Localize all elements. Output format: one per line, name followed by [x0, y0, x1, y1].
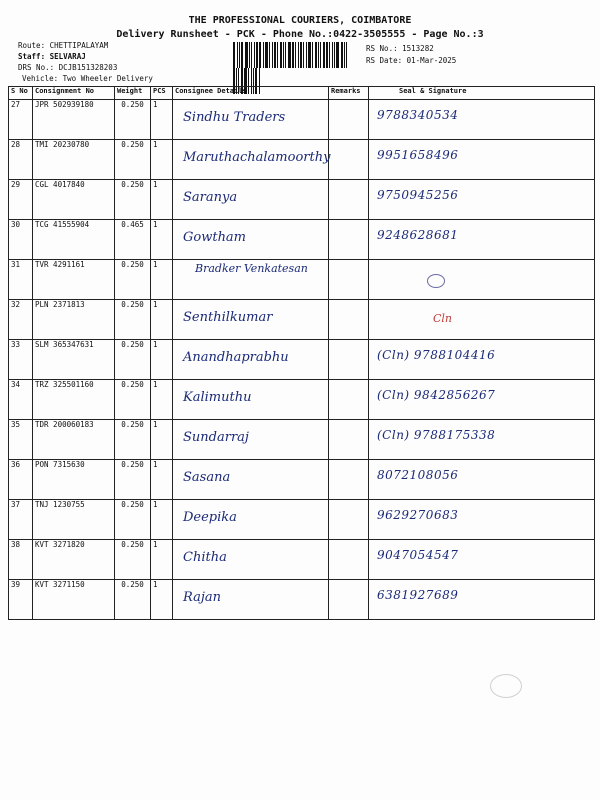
weight: 0.250 [115, 100, 151, 140]
barcode-bar [265, 42, 268, 68]
table-row [9, 540, 595, 580]
seal-signature-cell [369, 380, 595, 420]
consignee-name: Deepika [183, 510, 237, 525]
pieces: 1 [151, 420, 173, 460]
col-consignment: Consignment No [33, 87, 115, 100]
seal-signature-cell [369, 420, 595, 460]
barcode-bar [332, 42, 333, 68]
signature-phone: 9629270683 [377, 508, 459, 522]
weight: 0.250 [115, 420, 151, 460]
consignment-number: PON 7315630 [33, 460, 115, 500]
consignment-number: TCG 41555904 [33, 220, 115, 260]
barcode-bar [312, 42, 313, 68]
consignment-number: TVR 4291161 [33, 260, 115, 300]
barcode-bar [295, 42, 296, 68]
remarks-cell [329, 180, 369, 220]
barcode-bar [259, 42, 261, 68]
barcode-bar [263, 42, 264, 68]
pieces: 1 [151, 260, 173, 300]
barcode-bar [283, 42, 284, 68]
barcode-bar [336, 42, 339, 68]
seal-signature-cell [369, 340, 595, 380]
barcode-bar [251, 42, 252, 68]
consignee-name: Bradker Venkatesan [195, 262, 308, 275]
pieces: 1 [151, 340, 173, 380]
table-row [9, 260, 595, 300]
seal-signature-cell [369, 100, 595, 140]
seal-signature-cell [369, 460, 595, 500]
barcode [233, 42, 351, 68]
table-row [9, 340, 595, 380]
table-row [9, 420, 595, 460]
barcode-bar [249, 42, 250, 68]
seal-signature-cell [369, 180, 595, 220]
consignment-number: TMI 20230780 [33, 140, 115, 180]
barcode-bar [341, 42, 343, 68]
barcode-bar [241, 42, 243, 68]
runsheet-table [8, 86, 595, 620]
barcode-bar [237, 42, 238, 68]
signature-phone: 9951658496 [377, 148, 459, 162]
seal-signature-cell [369, 540, 595, 580]
pieces: 1 [151, 540, 173, 580]
seal-signature-cell [369, 580, 595, 620]
rs-number: RS No.: 1513282 [366, 44, 434, 53]
consignment-number: KVT 3271150 [33, 580, 115, 620]
barcode-bar [320, 42, 321, 68]
table-row [9, 460, 595, 500]
barcode-bar [245, 42, 248, 68]
barcode-bar [254, 42, 255, 68]
seal-signature-cell [369, 260, 595, 300]
consignee-name: Gowtham [183, 230, 247, 245]
remarks-cell [329, 540, 369, 580]
consignee-name: Kalimuthu [183, 390, 252, 405]
consignee-name: Sundarraj [183, 430, 249, 445]
route-label: Route: CHETTIPALAYAM [18, 41, 109, 50]
consignment-number: PLN 2371813 [33, 300, 115, 340]
consignee-cell [173, 300, 329, 340]
col-sno: S No [9, 87, 33, 100]
consignment-number: TRZ 325501160 [33, 380, 115, 420]
signature-phone: 9047054547 [377, 548, 459, 562]
pieces: 1 [151, 580, 173, 620]
barcode-bar [298, 42, 299, 68]
barcode-bar [280, 42, 282, 68]
signature-phone: 9248628681 [377, 228, 459, 242]
serial-number: 31 [9, 260, 33, 300]
table-row [9, 220, 595, 260]
barcode-bar [272, 42, 273, 68]
remarks-cell [329, 380, 369, 420]
remarks-cell [329, 340, 369, 380]
table-row [9, 300, 595, 340]
table-row [9, 140, 595, 180]
weight: 0.250 [115, 580, 151, 620]
table-row [9, 180, 595, 220]
consignee-cell [173, 460, 329, 500]
consignee-name: Chitha [183, 550, 227, 565]
runsheet-subtitle: Delivery Runsheet - PCK - Phone No.:0422-3505555 - Page No.:3 [116, 29, 484, 40]
barcode-bar [256, 42, 258, 68]
barcode-bar [300, 42, 302, 68]
pieces: 1 [151, 100, 173, 140]
consignee-cell [173, 100, 329, 140]
serial-number: 29 [9, 180, 33, 220]
serial-number: 35 [9, 420, 33, 460]
remarks-cell [329, 420, 369, 460]
pieces: 1 [151, 500, 173, 540]
drs-number: DRS No.: DCJB151328203 [18, 63, 118, 72]
weight: 0.250 [115, 300, 151, 340]
consignee-cell [173, 180, 329, 220]
table-row [9, 380, 595, 420]
consignee-cell [173, 340, 329, 380]
pieces: 1 [151, 140, 173, 180]
col-seal-signature: Seal & Signature [369, 87, 595, 100]
pieces: 1 [151, 300, 173, 340]
consignee-name: Sasana [183, 470, 231, 485]
barcode-bar [334, 42, 335, 68]
barcode-bar [288, 42, 291, 68]
consignment-number: TNJ 1230755 [33, 500, 115, 540]
barcode-bar [318, 42, 319, 68]
remarks-cell [329, 220, 369, 260]
table-row [9, 580, 595, 620]
barcode-bar [315, 42, 317, 68]
consignee-name: Anandhaprabhu [183, 350, 289, 365]
consignee-cell [173, 420, 329, 460]
seal-stamp [427, 274, 445, 288]
weight: 0.250 [115, 260, 151, 300]
remarks-cell [329, 580, 369, 620]
consignee-cell [173, 500, 329, 540]
consignee-cell [173, 380, 329, 420]
barcode-bar [303, 42, 304, 68]
consignment-number: TDR 200060183 [33, 420, 115, 460]
remark-mark: Cln [433, 312, 453, 325]
signature-phone: (Cln) 9842856267 [377, 388, 496, 402]
serial-number: 38 [9, 540, 33, 580]
weight: 0.250 [115, 340, 151, 380]
consignee-cell [173, 540, 329, 580]
weight: 0.250 [115, 380, 151, 420]
pieces: 1 [151, 460, 173, 500]
col-weight: Weight [115, 87, 151, 100]
vehicle-label: Vehicle: Two Wheeler Delivery [22, 74, 153, 83]
signature-phone: 6381927689 [377, 588, 459, 602]
signature-phone: 8072108056 [377, 468, 459, 482]
seal-signature-cell [369, 500, 595, 540]
consignee-cell [173, 220, 329, 260]
consignee-name: Saranya [183, 190, 238, 205]
consignee-cell [173, 140, 329, 180]
pieces: 1 [151, 380, 173, 420]
remarks-cell [329, 260, 369, 300]
staff-label: Staff: SELVARAJ [18, 52, 86, 61]
barcode-bar [344, 42, 345, 68]
company-title: THE PROFESSIONAL COURIERS, COIMBATORE [188, 15, 412, 26]
faded-stamp-mark [490, 674, 522, 698]
seal-signature-cell [369, 220, 595, 260]
pieces: 1 [151, 180, 173, 220]
consignment-number: CGL 4017840 [33, 180, 115, 220]
remarks-cell [329, 460, 369, 500]
rs-date: RS Date: 01-Mar-2025 [366, 56, 457, 65]
barcode-bar [326, 42, 328, 68]
signature-phone: (Cln) 9788175338 [377, 428, 496, 442]
consignee-name: Sindhu Traders [183, 110, 286, 125]
table-row [9, 500, 595, 540]
weight: 0.250 [115, 500, 151, 540]
weight: 0.250 [115, 140, 151, 180]
barcode-bar [308, 42, 311, 68]
consignment-number: SLM 365347631 [33, 340, 115, 380]
seal-signature-cell [369, 300, 595, 340]
barcode-bar [233, 42, 235, 68]
col-remarks: Remarks [329, 87, 369, 100]
remarks-cell [329, 140, 369, 180]
serial-number: 27 [9, 100, 33, 140]
barcode-bar [285, 42, 286, 68]
serial-number: 28 [9, 140, 33, 180]
serial-number: 34 [9, 380, 33, 420]
consignment-number: JPR 502939180 [33, 100, 115, 140]
barcode-bar [329, 42, 330, 68]
serial-number: 39 [9, 580, 33, 620]
weight: 0.250 [115, 460, 151, 500]
barcode-bar [292, 42, 294, 68]
col-consignee: Consignee Details [173, 87, 329, 100]
serial-number: 30 [9, 220, 33, 260]
barcode-bar [346, 42, 347, 68]
serial-number: 32 [9, 300, 33, 340]
weight: 0.465 [115, 220, 151, 260]
serial-number: 36 [9, 460, 33, 500]
barcode-bar [239, 42, 240, 68]
col-pcs: PCS [151, 87, 173, 100]
consignee-cell [173, 580, 329, 620]
serial-number: 33 [9, 340, 33, 380]
remarks-cell [329, 500, 369, 540]
barcode-bar [269, 42, 270, 68]
table-row [9, 100, 595, 140]
signature-phone: 9750945256 [377, 188, 459, 202]
barcode-bar [274, 42, 276, 68]
weight: 0.250 [115, 180, 151, 220]
signature-phone: 9788340534 [377, 108, 459, 122]
remarks-cell [329, 100, 369, 140]
remarks-cell [329, 300, 369, 340]
barcode-bar [323, 42, 325, 68]
consignee-cell [173, 260, 329, 300]
consignee-name: Rajan [183, 590, 221, 605]
serial-number: 37 [9, 500, 33, 540]
pieces: 1 [151, 220, 173, 260]
consignment-number: KVT 3271820 [33, 540, 115, 580]
consignee-name: Senthilkumar [183, 310, 273, 325]
table-header-row [9, 87, 595, 100]
consignee-name: Maruthachalamoorthy [183, 150, 331, 165]
weight: 0.250 [115, 540, 151, 580]
barcode-bar [277, 42, 278, 68]
seal-signature-cell [369, 140, 595, 180]
signature-phone: (Cln) 9788104416 [377, 348, 496, 362]
barcode-bar [306, 42, 307, 68]
